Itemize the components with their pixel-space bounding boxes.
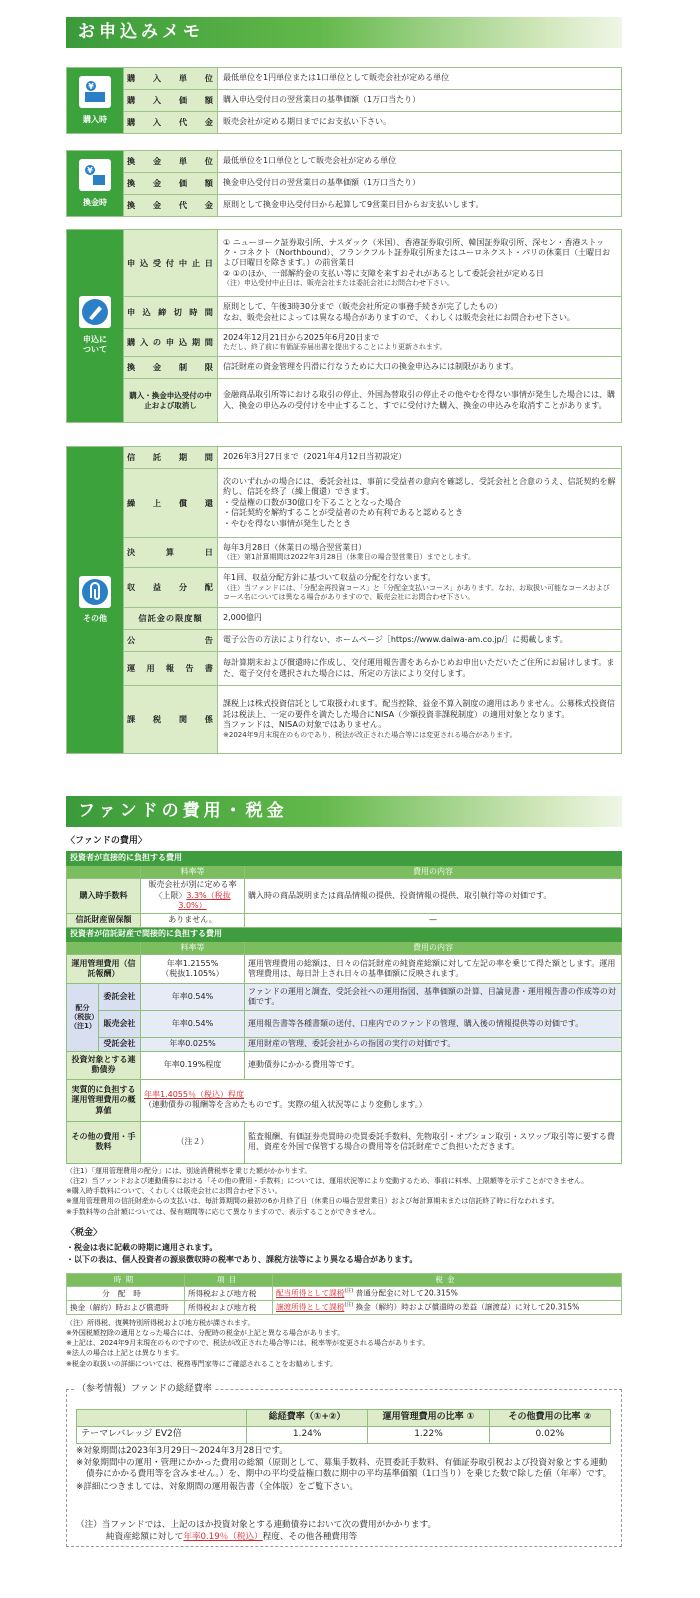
fees-subtitle: 〈ファンドの費用〉 bbox=[66, 836, 147, 846]
tax-bullets: ・税金は表に記載の時期に適用されます。 ・以下の表は、個人投資者の源泉徴収時の税率であり、課税方法等により異なる場合があります。 bbox=[66, 1243, 418, 1264]
memo-section-title: お申込みメモ bbox=[66, 17, 622, 48]
yen-return-icon bbox=[79, 159, 111, 191]
tax-table: 時期 項目 税金 分配時 所得税および地方税 配当所得として課税$^{(注)}$ 普通分配金に対して20.315% 換金（解約）時および償還時 所得税および地方税 譲渡所得として課税$^{(注)}$ 換金（解約）時および償還時の差益（譲渡益）に対して20.315% bbox=[66, 1273, 622, 1315]
tax-subtitle: 〈税金〉 bbox=[66, 1228, 103, 1238]
fee-notes: （注1）「運用管理費用の配分」には、別途消費税率を乗じた額がかかります。 （注2）当ファンドおよび連動債券における「その他の費用・手数料」については、運用状況等により変動するため、事前に料率、上限額等を示すことができません。 ※購入時手数料について、くわしくは販売会社にお問合わせ下さい。 ※運用管理費用の信託財産からの支払いは、毎計算期間の最初の6か月終了日（休業日の場合翌営業日）および毎計算期末または信託終了時に行なわれます。 ※手数料等の合計額については、保有期間等に応じて異なりますので、表示することができません。 bbox=[66, 1167, 589, 1216]
pen-icon bbox=[79, 296, 111, 328]
reference-footnote: （注）当ファンドでは、上記のほか投資対象とする連動債券において次の費用がかかります。 純資産総額に対して年率0.19％（税込）程度、その他各種費用等 bbox=[76, 1520, 437, 1543]
sell-table: ¥ 換金時 換金単位 最低単位を1口単位として販売会社が定める単位 換金価額 換金申込受付日の翌営業日の基準価額（1万口当たり） 換金代金 原則として換金申込受付日から起算して9営業日目からお支払いします。 bbox=[66, 150, 622, 217]
svg-text:¥: ¥ bbox=[88, 82, 94, 92]
paperclip-icon bbox=[79, 576, 111, 608]
fees-section-title: ファンドの費用・税金 bbox=[66, 796, 622, 827]
yen-bag-icon bbox=[79, 76, 111, 108]
other-table: その他 信託期間 2026年3月27日まで（2021年4月12日当初設定） 繰上償還 次のいずれかの場合には、委託会社は、事前に受益者の意向を確認し、受託会社と合意のうえ、信託契約を解約し、信託を終了（繰上償還）できます。 ・受益権の口数が30億口を下ることとなった場合 ・信託契約を解約することが受益者のため有利であると認めるとき ・やむを得ない事情が発生したとき 決算日 毎年3月28日（休業日の場合翌営業日） （注）第1計算期間は2022年3月28日（休業日の場合翌営業日）までとします。 収益分配 年1回、収益分配方針に基づいて収益の分配を行ないます。 （注）当ファンドには、「分配金再投資コース」と「分配金支払いコース」があります。なお、お取扱い可能なコースおよびコース名については異なる場合がありますので、販売会社にお問合わせ下さい。 信託金の限度額 2,000億円 公告 電子公告の方法により行ない、ホームページ［https://www.daiwa-am.co.jp/］に掲載します。 運用報告書 毎計算期末および償還時に作成し、交付運用報告書をあらかじめお申出いただいたご住所にお届けします。また、電子交付を選択された場合には、所定の方法により交付します。 課税関係 課税上は株式投資信託として取扱われます。配当控除、益金不算入制度の適用はありません。公募株式投資信託は税法上、一定の要件を満たした場合にNISA（少額投資非課税制度）の適用対象となります。 当ファンドは、NISAの対象ではありません。 ※2024年9月末現在のものであり、税法が改正された場合等には変更される場合があります。 bbox=[66, 446, 622, 754]
apply-table: 申込に ついて 申込受付中止日 ① ニューヨーク証券取引所、ナスダック（米国）、香港証券取引所、韓国証券取引所、深セン・香港ストック・コネクト（Northbound）、フランクフルト証券取引所またはユーロネクスト・パリの休業日（土曜日および日曜日を除きます。）の前営業日 ② ①のほか、一部解約金の支払い等に支障を来すおそれがあるとして委託会社が定める日 （注）申込受付中止日は、販売会社または委託会社にお問合わせ下さい。 申込締切時間 原則として、午後3時30分まで（販売会社所定の事務手続きが完了したもの） なお、販売会社によっては異なる場合がありますので、くわしくは販売会社にお問合わせ下さい。 購入の申込期間 2024年12月21日から2025年6月20日まで ただし、終了前に有価証券届出書を提出することにより更新されます。 換金制限 信託財産の資金管理を円滑に行なうために大口の換金申込みには制限があります。 購入・換金申込受付の中止および取消し 金融商品取引所等における取引の停止、外国為替取引の停止その他やむを得ない事情が発生した場合には、購入、換金の申込みの受付けを中止すること、すでに受付けた購入、換金の申込みを取消すことがあります。 bbox=[66, 229, 622, 423]
buy-icon-cell: ¥ 購入時 bbox=[67, 68, 124, 134]
tax-notes: （注）所得税、復興特別所得税および地方税が課されます。 ※外国税額控除の適用となった場合には、分配時の税金が上記と異なる場合があります。 ※上記は、2024年9月末現在のものですので、税法が改正された場合等には、税率等が変更される場合があります。 ※法人の場合は上記とは異なります。 ※税金の取扱いの詳細については、税務専門家等にご確認されることをお勧めします。 bbox=[66, 1319, 430, 1368]
fee-table: 投資者が直接的に負担する費用 料率等 費用の内容 購入時手数料 販売会社が別に定める率 〈上限〉3.3%（税抜3.0%） 購入時の商品説明または商品情報の提供、投資情報の提供、取引執行等の対価です。 信託財産留保額 ありません。 — 投資者が信託財産で間接的に負担する費用 料率等 費用の内容 運用管理費用（信託報酬） 年率1.2155% （税抜1.105%） 運用管理費用の総額は、日々の信託財産の純資産総額に対して左記の率を乗じて得た額とします。運用管理費用は、毎日計上され日々の基準価額に反映されます。 配分（税抜）（注1） 委託会社 年率0.54% ファンドの運用と調査、受託会社への運用指図、基準価額の計算、目論見書・運用報告書の作成等の対価です。 販売会社 年率0.54% 運用報告書等各種書類の送付、口座内でのファンドの管理、購入後の情報提供等の対価です。 受託会社 年率0.025% 運用財産の管理、委託会社からの指図の実行の対価です。 投資対象とする連動債券 年率0.19%程度 連動債券にかかる費用等です。 実質的に負担する運用管理費用の概算値 年率1.4055％（税込）程度 （連動債券の報酬等を含めたものです。実際の組入状況等により変動します。） その他の費用・手数料 （注２） 監査報酬、有価証券売買時の売買委託手数料、先物取引・オプション取引・スワップ取引等に要する費用、資産を外国で保管する場合の費用等を信託財産でご負担いただきます。 bbox=[66, 851, 622, 1164]
svg-text:¥: ¥ bbox=[87, 166, 93, 176]
buy-table: ¥ 購入時 購入単位 最低単位を1円単位または1口単位として販売会社が定める単位 購入価額 購入申込受付日の翌営業日の基準価額（1万口当たり） 購入代金 販売会社が定める期日までにお支払い下さい。 bbox=[66, 67, 622, 134]
expense-ratio-table: 総経費率（①+②） 運用管理費用の比率 ① その他費用の比率 ② テーマレバレッジ EV2倍 1.24% 1.22% 0.02% bbox=[76, 1409, 611, 1444]
reference-title: （参考情報）ファンドの総経費率 bbox=[74, 1384, 215, 1396]
reference-notes: ※対象期間は2023年3月29日～2024年3月28日です。 ※対象期間中の運用・管理にかかった費用の総額（原則として、募集手数料、売買委託手数料、有価証券取引税および投資対象とする連動債券にかかる費用等を含みません。）を、期中の平均受益権口数に期中の平均基準価額（1口当り）を乗じた数で除した値（年率）です。 ※詳細につきましては、対象期間の運用報告書（全体版）をご覧下さい。 bbox=[76, 1446, 612, 1492]
